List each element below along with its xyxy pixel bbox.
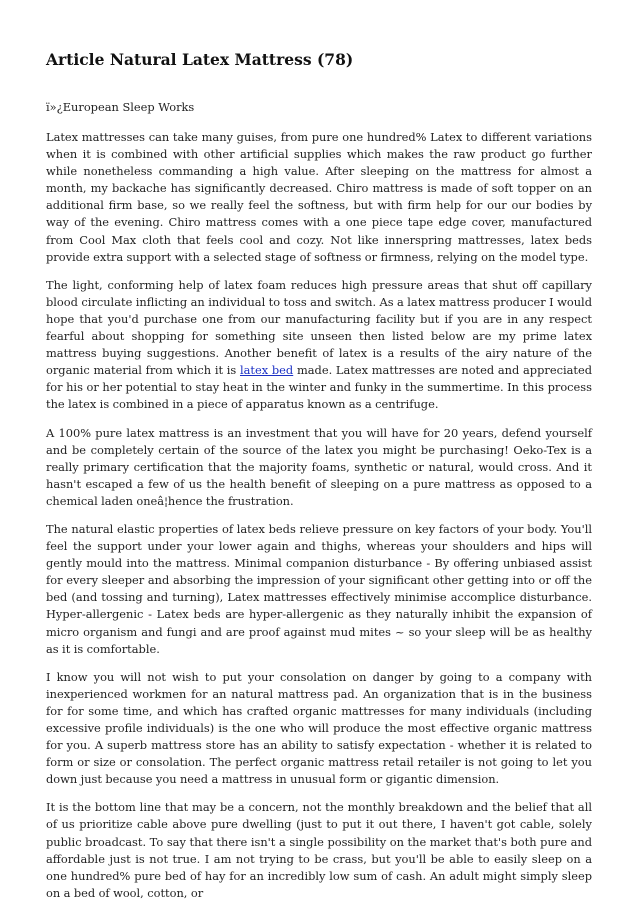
paragraph-text: The natural elastic properties of latex beds relieve pressure on key factors of your body. You'll feel the support under your lower again and thighs, whereas your shoulders and hips will gently mould into the mattress. Minimal companion disturbance - By offering unbiased assist for every sleeper and absorbing the impression of your significant other getting into or off the bed (and tossing and turning), Latex mattresses effectively minimise accomplice disturbance. Hyper-allergenic - Latex beds are hyper-allergenic as they naturally inhibit the expansion of micro organism and fungi and are proof against mud mites ~ so your sleep will be as healthy as it is comfortable. [46,521,592,656]
article-title: Article Natural Latex Mattress (78) [46,50,354,69]
paragraph-text: Latex mattresses can take many guises, from pure one hundred% Latex to different variations when it is combined with other artificial supplies which makes the raw product go further while nonetheless commanding a high value. After sleeping on the mattress for almost a month, my backache has significantly decreased. Chiro mattress is made of soft topper on an additional firm base, so we really feel the softness, but with firm help for our our bodies by way of the evening. Chiro mattress comes with a one piece tape edge cover, manufactured from Cool Max cloth that feels cool and cozy. Not like innerspring mattresses, latex beds provide extra support with a selected stage of softness or firmness, relying on the model type. [46,130,592,264]
paragraph-text: The light, conforming help of latex foam reduces high pressure areas that shut off capillary blood circulate inflicting an individual to toss and switch. As a latex mattress producer I would hope that you'd purchase one from our manufacturing facility but if you are in any respect fearful about shopping for something site unseen then listed below are my prime latex mattress buying suggestions. Another benefit of latex is a results of the airy nature of the organic material from which it is [46,277,592,378]
body-paragraph [46,521,592,658]
inline-link[interactable]: latex bed [239,363,294,378]
paragraph-text: A 100% pure latex mattress is an investment that you will have for 20 years, defend yourself and be completely certain of the source of the latex you might be purchasing! Oeko-Tex is a really primary certification that the majority foams, synthetic or natural, would cross. And it hasn't escaped a few of us the health benefit of sleeping on a pure mattress as opposed to a chemical laden oneâ¦hence the frustration. [46,425,592,508]
body-paragraph [46,425,592,510]
body-paragraph [46,129,592,266]
article-body [46,129,592,902]
body-paragraph [46,669,592,789]
article-subtitle: ï»¿European Sleep Works [46,100,195,114]
body-paragraph [46,799,592,902]
paragraph-text: made. Latex mattresses are noted and appreciated for his or her potential to stay heat in the winter and funky in the summertime. In this process the latex is combined in a piece of apparatus known as a centrifuge. [46,363,593,412]
body-paragraph [46,277,592,414]
paragraph-text: I know you will not wish to put your consolation on danger by going to a company with inexperienced workmen for an natural mattress pad. An organization that is in the business for for some time, and which has crafted organic mattresses for many individuals (including excessive profile individuals) is the one who will produce the most effective organic mattress for you. A superb mattress store has an ability to satisfy expectation - whether it is related to form or size or consolation. The perfect organic mattress retail retailer is not going to let you down just because you need a mattress in unusual form or gigantic dimension. [46,669,592,787]
paragraph-text: It is the bottom line that may be a concern, not the monthly breakdown and the belief that all of us prioritize cable above pure dwelling (just to put it out there, I haven't got cable, solely public broadcast. To say that there isn't a single possibility on the market that's both pure and affordable just is not true. I am not trying to be crass, but you'll be able to easily sleep on a one hundred% pure bed of hay for an incredibly low sum of cash. An adult might simply sleep on a bed of wool, cotton, or [46,800,592,900]
